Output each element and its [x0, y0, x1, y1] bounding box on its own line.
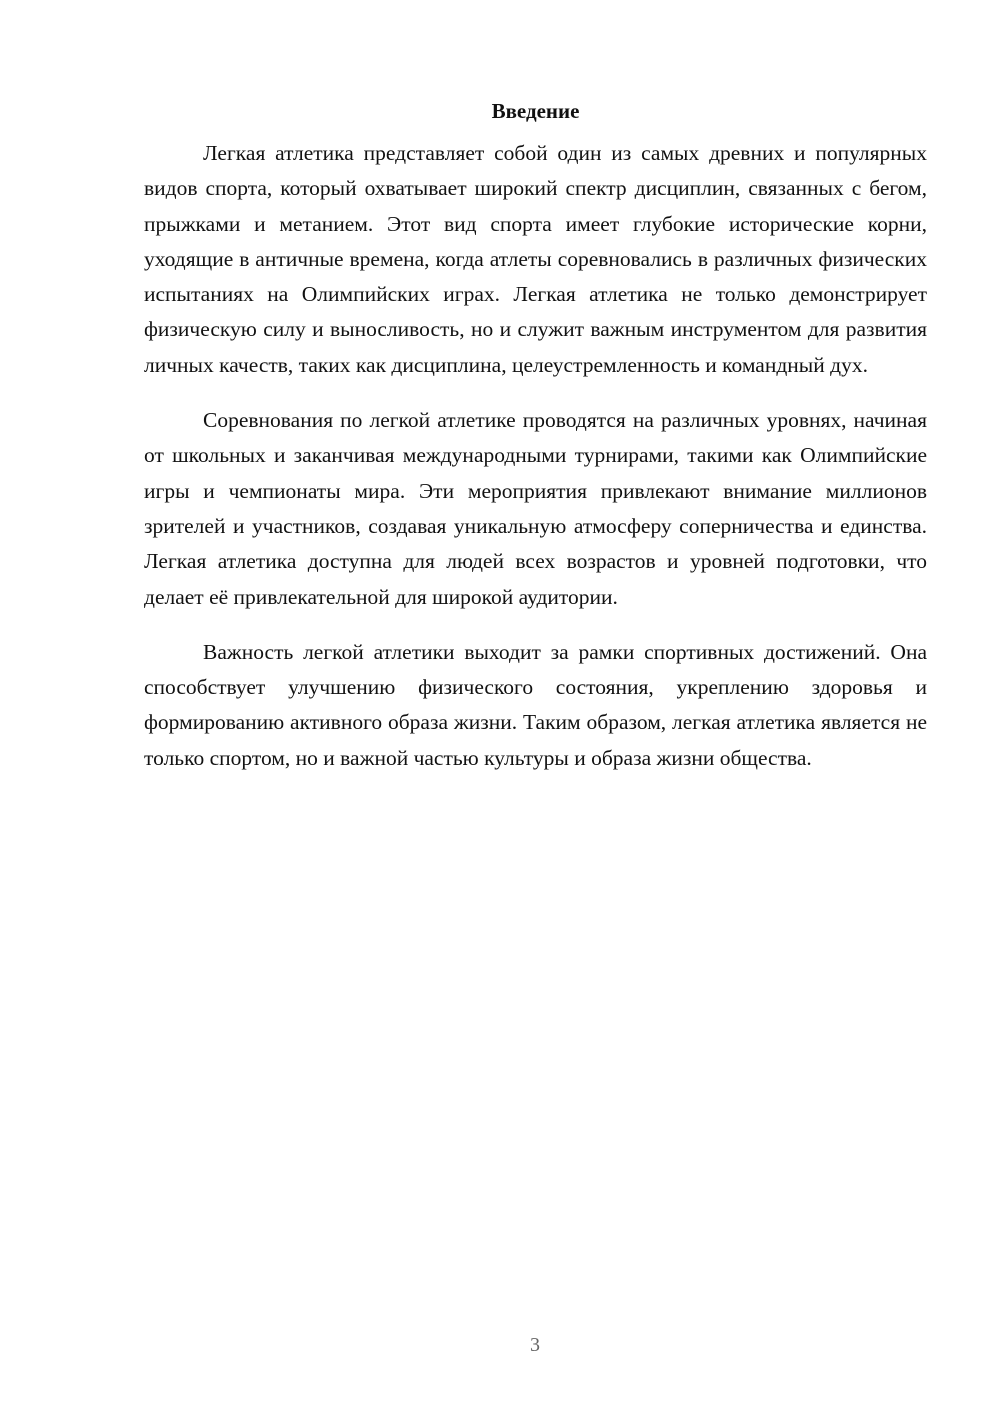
- page-content: [144, 96, 927, 796]
- page-number: 3: [530, 1334, 540, 1356]
- paragraph-2: Соревнования по легкой атлетике проводятся на различных уровнях, начиная от школьных и заканчивая международными турнирами, такими как Олимпийские игры и чемпионаты мира. Эти мероприятия привлекают внимание миллионов зрителей и участников, создавая уникальную атмосферу соперничества и единства. Легкая атлетика доступна для людей всех возрастов и уровней подготовки, что делает её привлекательной для широкой аудитории.: [144, 408, 927, 609]
- section-title: Введение: [491, 99, 580, 123]
- paragraph-3: Важность легкой атлетики выходит за рамки спортивных достижений. Она способствует улучшению физического состояния, укреплению здоровья и формированию активного образа жизни. Таким образом, легкая атлетика является не только спортом, но и важной частью культуры и образа жизни общества.: [144, 639, 927, 770]
- paragraph-1: Легкая атлетика представляет собой один из самых древних и популярных видов спорта, который охватывает широкий спектр дисциплин, связанных с бегом, прыжками и метанием. Этот вид спорта имеет глубокие исторические корни, уходящие в античные времена, когда атлеты соревновались в различных физических испытаниях на Олимпийских играх. Легкая атлетика не только демонстрирует физическую силу и выносливость, но и служит важным инструментом для развития личных качеств, таких как дисциплина, целеустремленность и командный дух.: [144, 141, 927, 377]
